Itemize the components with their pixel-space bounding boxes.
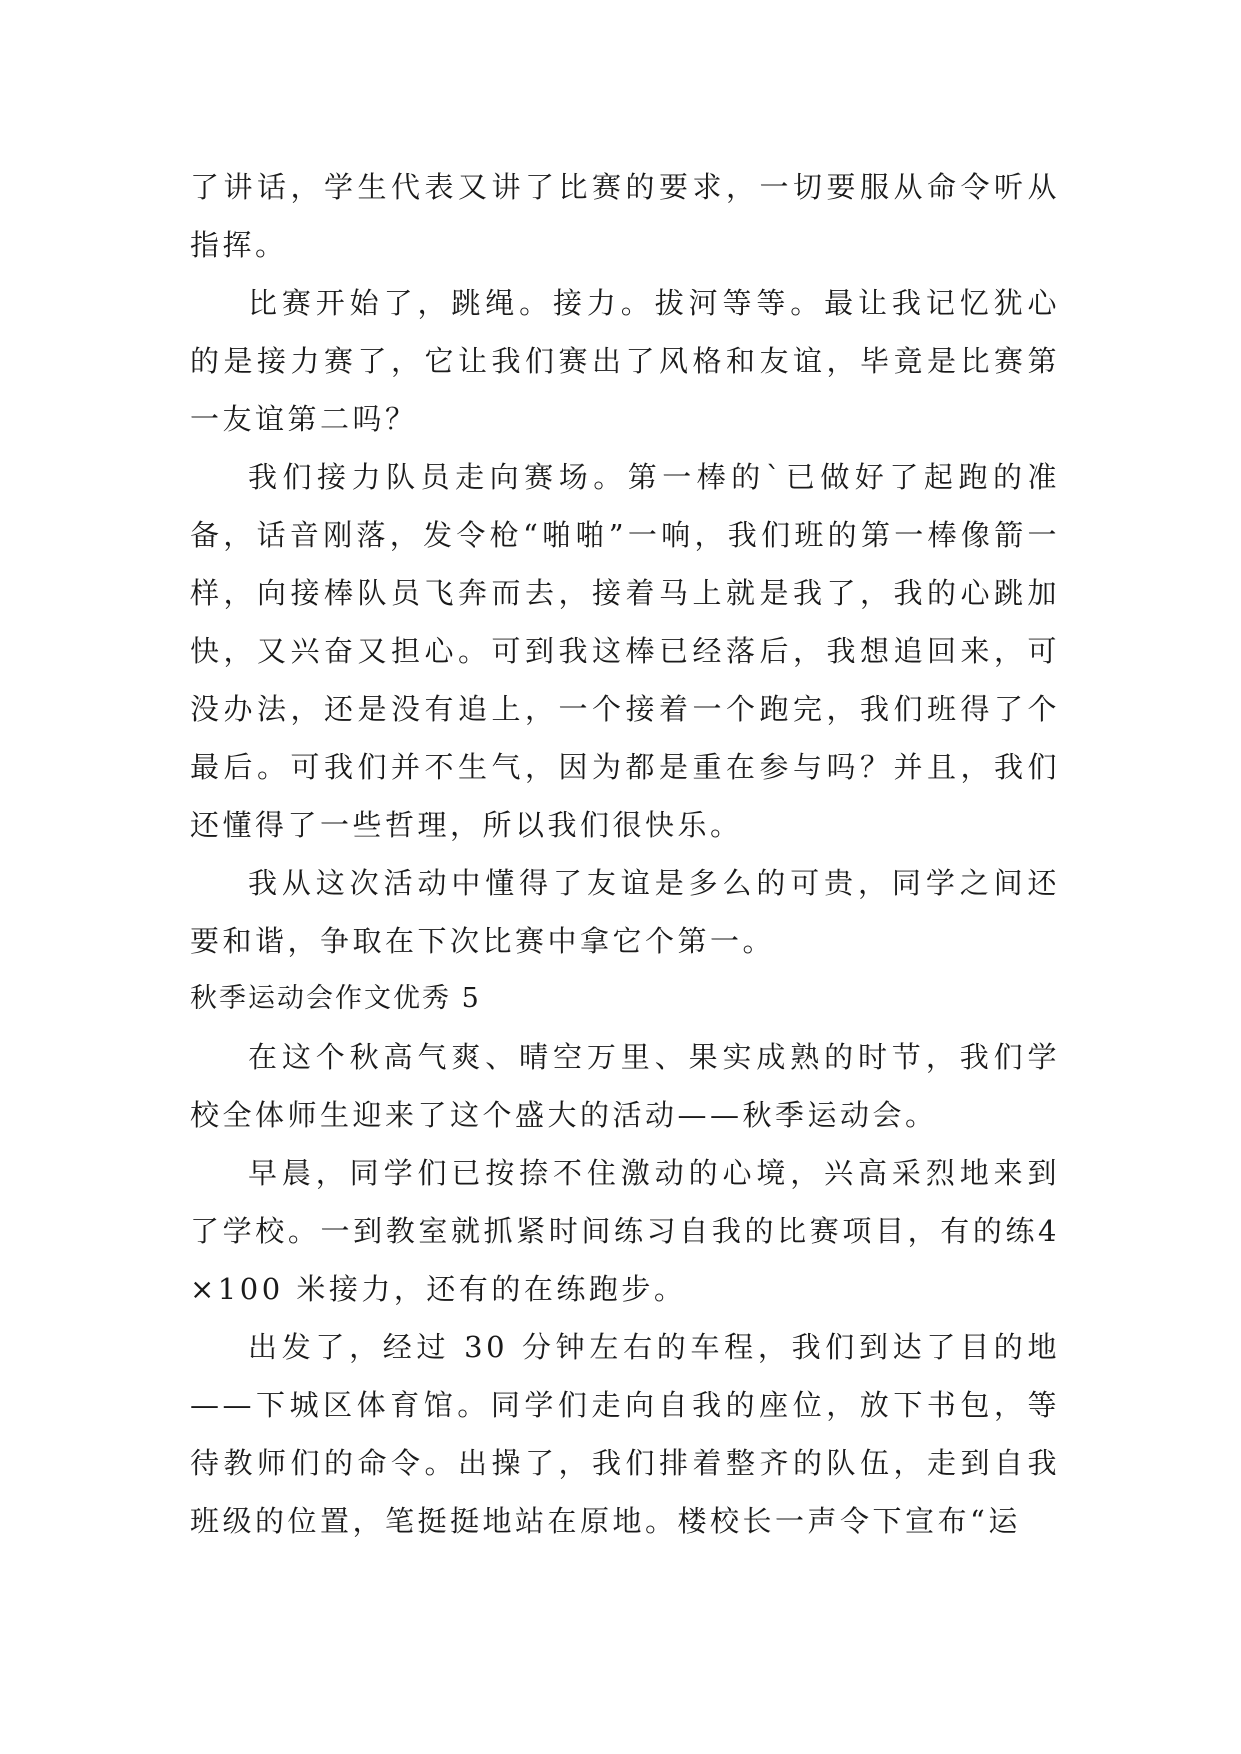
section-heading: 秋季运动会作文优秀 5 — [190, 983, 481, 1014]
paragraph-5: 在这个秋高气爽、晴空万里、果实成熟的时节，我们学校全体师生迎来了这个盛大的活动——秋季运动会。 — [190, 1040, 1060, 1132]
paragraph-1: 了讲话，学生代表又讲了比赛的要求，一切要服从命令听从指挥。 — [190, 170, 1060, 262]
paragraph-6: 早晨，同学们已按捺不住激动的心境，兴高采烈地来到了学校。一到教室就抓紧时间练习自我的比赛项目，有的练4×100 米接力，还有的在练跑步。 — [190, 1156, 1060, 1306]
paragraph-3: 我们接力队员走向赛场。第一棒的`已做好了起跑的准备，话音刚落，发令枪“啪啪”一响，我们班的第一棒像箭一样，向接棒队员飞奔而去，接着马上就是我了，我的心跳加快，又兴奋又担心。可到我这棒已经落后，我想追回来，可没办法，还是没有追上，一个接着一个跑完，我们班得了个最后。可我们并不生气，因为都是重在参与吗？并且，我们还懂得了一些哲理，所以我们很快乐。 — [190, 460, 1060, 842]
paragraph-4: 我从这次活动中懂得了友谊是多么的可贵，同学之间还要和谐，争取在下次比赛中拿它个第一。 — [190, 866, 1060, 958]
paragraph-7: 出发了，经过 30 分钟左右的车程，我们到达了目的地——下城区体育馆。同学们走向自我的座位，放下书包，等待教师们的命令。出操了，我们排着整齐的队伍，走到自我班级的位置，笔挺挺地站在原地。楼校长一声令下宣布“运 — [190, 1330, 1060, 1538]
document-body — [190, 158, 1060, 1550]
paragraph-2: 比赛开始了，跳绳。接力。拔河等等。最让我记忆犹心的是接力赛了，它让我们赛出了风格和友谊，毕竟是比赛第一友谊第二吗？ — [190, 286, 1060, 436]
